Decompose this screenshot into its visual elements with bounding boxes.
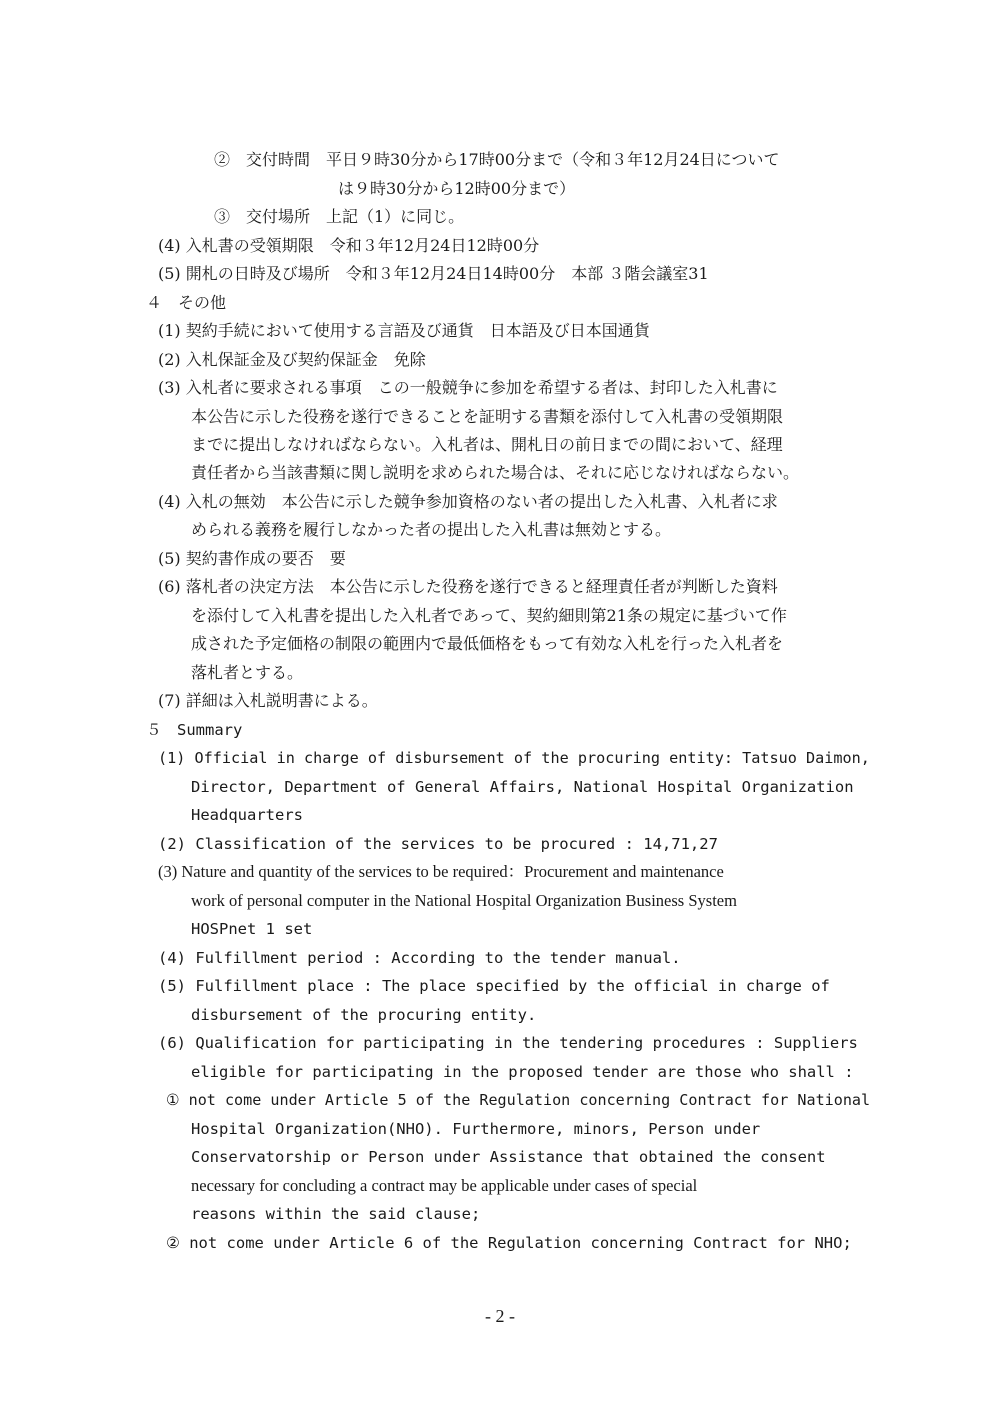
text-line: を添付して入札書を提出した入札者であって、契約細則第21条の規定に基づいて作 — [191, 606, 787, 625]
text-line: (5) 開札の日時及び場所 令和３年12月24日14時00分 本部 ３階会議室31 — [158, 264, 709, 283]
text-line: Conservatorship or Person under Assistance that obtained the consent — [191, 1148, 826, 1166]
text-line: ② not come under Article 6 of the Regulation concerning Contract for NHO; — [166, 1234, 852, 1252]
text-line: reasons within the said clause; — [191, 1205, 481, 1223]
text-line: (3) 入札者に要求される事項 この一般競争に参加を希望する者は、封印した入札書に — [158, 378, 778, 397]
text-line: 成された予定価格の制限の範囲内で最低価格をもって有効な入札を行った入札者を — [191, 634, 784, 653]
text-line: (2) 入札保証金及び契約保証金 免除 — [158, 350, 426, 369]
text-line: work of personal computer in the National Hospital Organization Business System — [191, 891, 737, 910]
text-line: 本公告に示した役務を遂行できることを証明する書類を添付して入札書の受領期限 — [191, 407, 784, 426]
text-line: (7) 詳細は入札説明書による。 — [158, 691, 378, 710]
text-line: (4) Fulfillment period : According to the tender manual. — [158, 949, 681, 967]
text-line: (5) Fulfillment place : The place specified by the official in charge of — [158, 977, 830, 995]
text-line: められる義務を履行しなかった者の提出した入札書は無効とする。 — [191, 520, 672, 539]
page-number: - 2 - — [485, 1306, 515, 1326]
text-line: eligible for participating in the proposed tender are those who shall : — [191, 1063, 854, 1081]
text-line: ② 交付時間 平日９時30分から17時00分まで（令和３年12月24日について — [214, 150, 780, 169]
text-line: (6) 落札者の決定方法 本公告に示した役務を遂行できると経理責任者が判断した資料 — [158, 577, 778, 596]
text-line: までに提出しなければならない。入札者は、開札日の前日までの間において、経理 — [191, 435, 783, 454]
text-line: ① not come under Article 5 of the Regulation concerning Contract for National — [166, 1091, 871, 1109]
text-line: は９時30分から12時00分まで） — [338, 179, 576, 198]
text-line: Director, Department of General Affairs, National Hospital Organization — [191, 778, 854, 796]
text-line: 責任者から当該書類に関し説明を求められた場合は、それに応じなければならない。 — [191, 463, 800, 482]
text-line: (5) 契約書作成の要否 要 — [158, 549, 346, 568]
text-line: (3) Nature and quantity of the services to be required：Procurement and maintenance — [158, 862, 724, 881]
text-line: (1) 契約手続において使用する言語及び通貨 日本語及び日本国通貨 — [158, 321, 650, 340]
text-line: necessary for concluding a contract may be applicable under cases of special — [191, 1176, 698, 1195]
text-line: (6) Qualification for participating in the tendering procedures : Suppliers — [158, 1034, 858, 1052]
text-line: disbursement of the procuring entity. — [191, 1006, 537, 1024]
text-line: Hospital Organization(NHO). Furthermore, minors, Person under — [191, 1120, 761, 1138]
text-line: (4) 入札の無効 本公告に示した競争参加資格のない者の提出した入札書、入札者に求 — [158, 492, 778, 511]
section-heading: ５ Summary — [146, 721, 243, 739]
text-line: (4) 入札書の受領期限 令和３年12月24日12時00分 — [158, 236, 540, 255]
text-line: Headquarters — [191, 806, 303, 824]
section-heading: ４ その他 — [146, 293, 227, 312]
text-line: HOSPnet 1 set — [191, 920, 313, 938]
text-line: (1) Official in charge of disbursement of the procuring entity: Tatsuo Daimon, — [158, 749, 870, 767]
text-line: 落札者とする。 — [191, 663, 304, 682]
text-line: (2) Classification of the services to be procured : 14,71,27 — [158, 835, 718, 853]
text-line: ③ 交付場所 上記（1）に同じ。 — [214, 207, 465, 226]
